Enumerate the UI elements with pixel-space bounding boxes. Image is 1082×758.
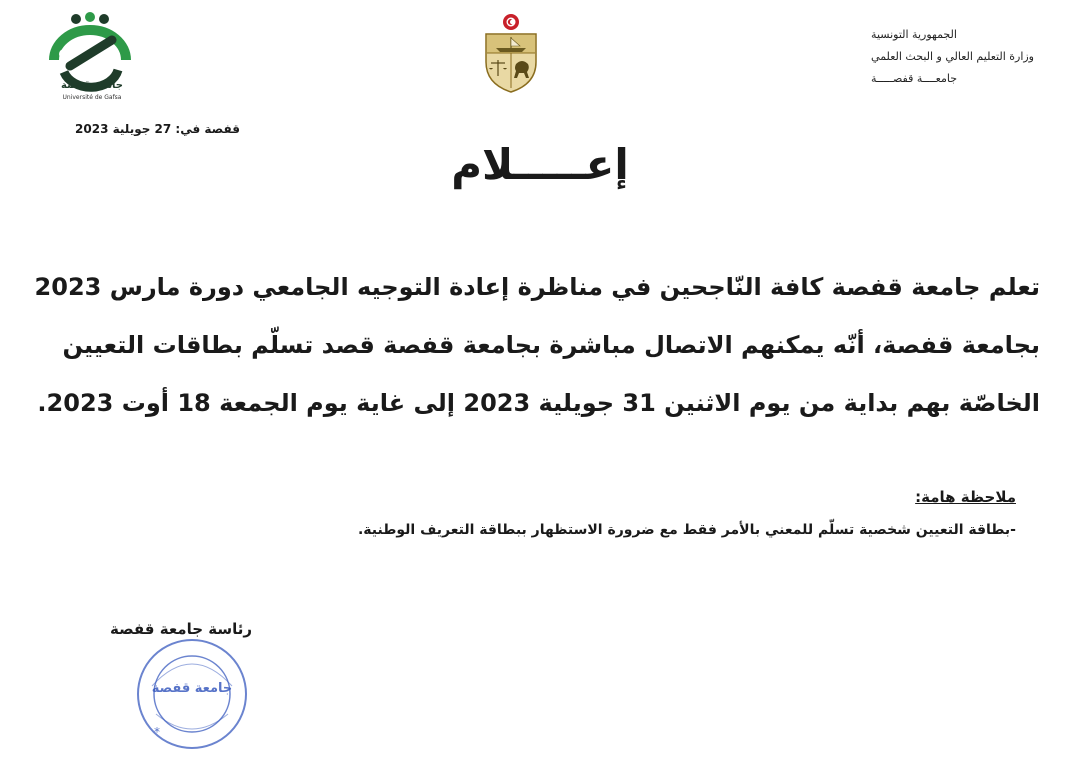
tunisia-coat-of-arms-icon	[476, 10, 546, 96]
note-heading: ملاحظة هامة:	[915, 488, 1016, 506]
logo-name-arabic: جامعة قفصة	[60, 80, 123, 91]
document-title: إعـــــلام	[451, 140, 629, 189]
stamp-text: جامعة قفصة	[151, 681, 233, 696]
svg-text:*: *	[154, 725, 160, 739]
logo-name-latin: Université de Gafsa	[62, 94, 122, 101]
body-line-1: تعلم جامعة قفصة كافة النّاجحين في مناظرة إعادة التوجيه الجامعي دورة مارس 2023	[34, 273, 1040, 301]
note-text: -بطاقة التعيين شخصية تسلّم للمعني بالأمر فقط مع ضرورة الاستظهار ببطاقة التعريف الوطنية.	[357, 522, 1016, 538]
university-name: جامعــــة قفصـــــة	[870, 72, 957, 85]
announcement-body	[34, 258, 1040, 432]
body-line-3: الخاصّة بهم بداية من يوم الاثنين 31 جويلية 2023 إلى غاية يوم الجمعة 18 أوت 2023.	[37, 389, 1040, 417]
letterhead	[814, 24, 1034, 90]
ministry-name: وزارة التعليم العالي و البحث العلمي	[871, 50, 1034, 63]
signature-authority: رئاسة جامعة قفصة	[110, 620, 252, 638]
official-stamp-icon	[132, 636, 252, 752]
document-date: قفصة في: 27 جويلية 2023	[75, 122, 240, 136]
republic-name: الجمهورية التونسية	[871, 28, 957, 41]
body-line-2: بجامعة قفصة، أنّه يمكنهم الاتصال مباشرة بجامعة قفصة قصد تسلّم بطاقات التعيين	[62, 331, 1040, 359]
